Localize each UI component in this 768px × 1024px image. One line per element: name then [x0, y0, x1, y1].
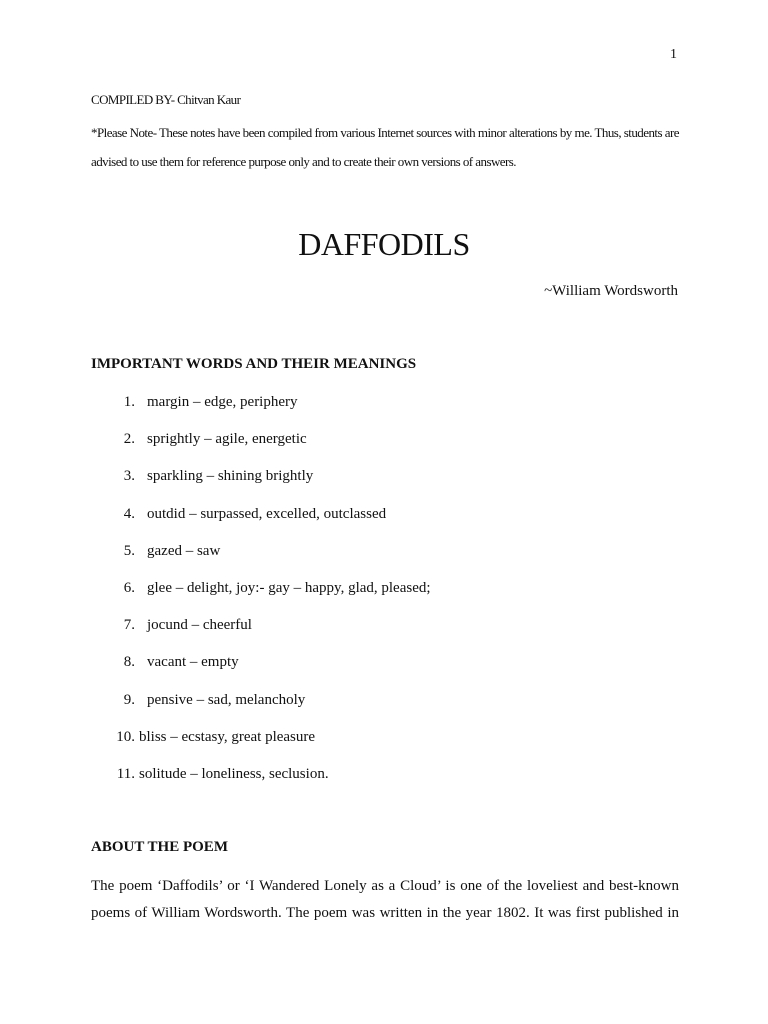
- list-item: [91, 692, 431, 729]
- page-number: 1: [670, 47, 677, 62]
- list-item: [91, 506, 431, 543]
- page-title: DAFFODILS: [298, 226, 470, 262]
- about-paragraph: [91, 873, 679, 927]
- word-list: [91, 394, 431, 803]
- list-number: 11.: [116, 765, 135, 782]
- disclaimer-note: *Please Note- These notes have been compiled from various Internet sources with minor alterations by me. Thus, students are advised to use them for reference purpose only and to create their own versions of answers.: [91, 125, 679, 169]
- paragraph-line: The poem ‘Daffodils’ or ‘I Wandered Lonely as a Cloud’ is one of the loveliest and best-known: [91, 878, 679, 894]
- list-text: outdid – surpassed, excelled, outclassed: [147, 505, 387, 522]
- section-heading-about: ABOUT THE POEM: [91, 839, 228, 855]
- paragraph-line: poems of William Wordsworth. The poem was written in the year 1802. It was first published in: [91, 905, 679, 921]
- list-number: 8.: [123, 654, 135, 671]
- list-number: 7.: [123, 617, 135, 634]
- list-text: margin – edge, periphery: [147, 394, 298, 410]
- list-item: [91, 766, 431, 803]
- list-item: [91, 580, 431, 617]
- list-text: vacant – empty: [147, 654, 239, 671]
- list-number: 2.: [123, 431, 135, 448]
- compiled-by: COMPILED BY- Chitvan Kaur: [91, 92, 241, 107]
- list-number: 6.: [123, 579, 135, 596]
- list-item: [91, 617, 431, 654]
- list-text: glee – delight, joy:- gay – happy, glad, pleased;: [147, 579, 431, 596]
- list-text: solitude – loneliness, seclusion.: [139, 765, 329, 782]
- list-number: 10.: [116, 728, 135, 745]
- list-number: 3.: [123, 468, 135, 485]
- list-number: 4.: [123, 505, 135, 522]
- section-heading-words: IMPORTANT WORDS AND THEIR MEANINGS: [91, 356, 417, 372]
- list-text: gazed – saw: [147, 542, 221, 559]
- list-text: sprightly – agile, energetic: [147, 431, 307, 448]
- list-number: 9.: [123, 691, 135, 708]
- list-text: sparkling – shining brightly: [147, 468, 314, 485]
- list-item: [91, 729, 431, 766]
- author-credit: ~William Wordsworth: [544, 283, 678, 299]
- list-text: jocund – cheerful: [147, 617, 252, 634]
- list-item: [91, 543, 431, 580]
- list-item: [91, 431, 431, 468]
- list-text: pensive – sad, melancholy: [147, 691, 306, 708]
- list-text: bliss – ecstasy, great pleasure: [139, 728, 316, 745]
- list-item: [91, 654, 431, 691]
- list-number: 1.: [123, 394, 135, 410]
- list-item: [91, 468, 431, 505]
- list-item: [91, 394, 431, 431]
- list-number: 5.: [123, 542, 135, 559]
